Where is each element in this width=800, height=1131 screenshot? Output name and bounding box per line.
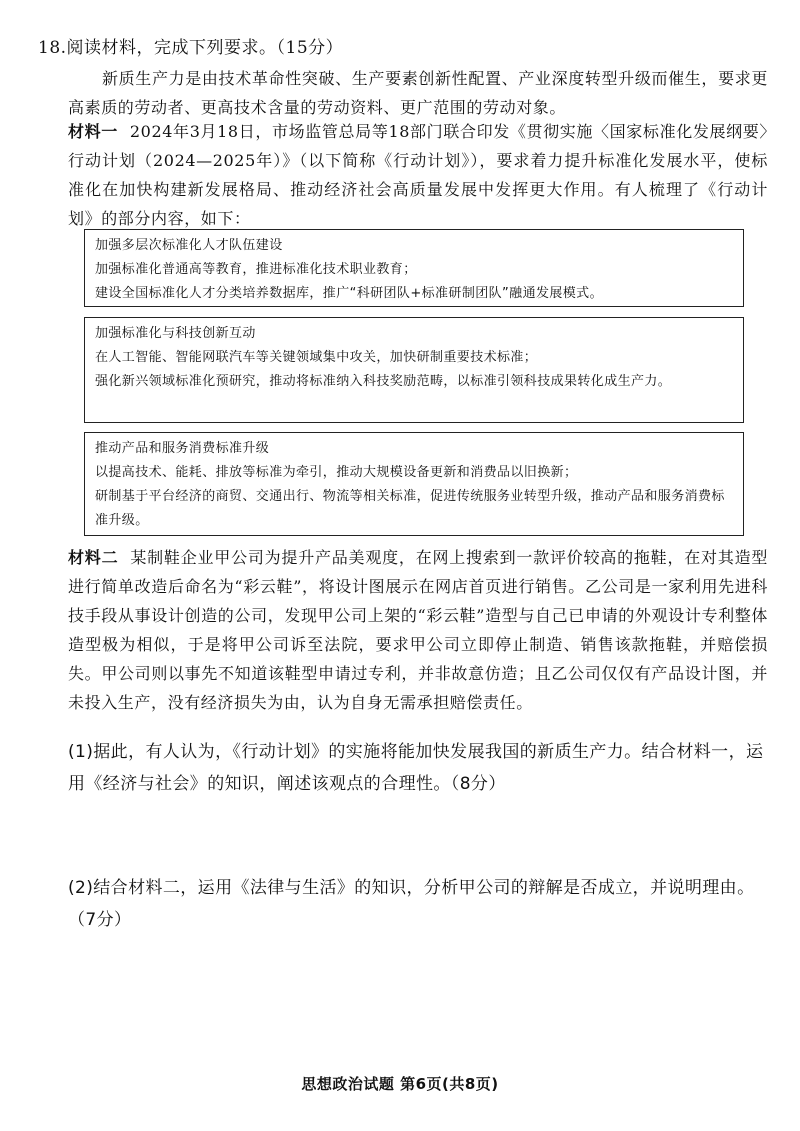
box-line: 研制基于平台经济的商贸、交通出行、物流等相关标准，促进传统服务业转型升级，推动产品和服务消费标准升级。 <box>95 489 725 528</box>
box-heading: 加强标准化与科技创新互动 <box>95 326 256 341</box>
question-title: 18.阅读材料，完成下列要求。（15分） <box>38 38 344 58</box>
question-intro: 新质生产力是由技术革命性突破、生产要素创新性配置、产业深度转型升级而催生，要求更高素质的劳动者、更高技术含量的劳动资料、更广范围的劳动对象。 <box>68 69 768 117</box>
material-one-label: 材料一 <box>68 122 118 141</box>
material-two-text: 某制鞋企业甲公司为提升产品美观度，在网上搜索到一款评价较高的拖鞋，在对其造型进行简单改造后命名为“彩云鞋”，将设计图展示在网店首页进行销售。乙公司是一家利用先进科技手段从事设计创造的公司，发现甲公司上架的“彩云鞋”造型与自己已申请的外观设计专利整体造型极为相似，于是将甲公司诉至法院，要求甲公司立即停止制造、销售该款拖鞋，并赔偿损失。甲公司则以事先不知道该鞋型申请过专利，并非故意仿造；且乙公司仅仅有产品设计图，并未投入生产，没有经济损失为由，认为自身无需承担赔偿责任。 <box>68 548 768 712</box>
box-heading: 加强多层次标准化人才队伍建设 <box>95 238 283 253</box>
box-line: 强化新兴领域标准化预研究，推动将标准纳入科技奖励范畴，以标准引领科技成果转化成生产力。 <box>95 374 672 389</box>
plan-box-consumption <box>84 432 744 536</box>
sub-question-1: (1)据此，有人认为，《行动计划》的实施将能加快发展我国的新质生产力。结合材料一，运用《经济与社会》的知识，阐述该观点的合理性。（8分） <box>68 742 764 794</box>
box-heading: 推动产品和服务消费标准升级 <box>95 441 270 456</box>
plan-box-innovation <box>84 317 744 423</box>
page-footer: 思想政治试题 第6页(共8页) <box>301 1075 499 1093</box>
material-one-paragraph <box>68 117 768 233</box>
box-line: 加强标准化普通高等教育，推进标准化技术职业教育； <box>95 262 417 277</box>
box-line: 建设全国标准化人才分类培养数据库，推广“科研团队+标准研制团队”融通发展模式。 <box>95 286 603 301</box>
material-two-paragraph <box>68 543 768 717</box>
plan-box-talent <box>84 229 744 307</box>
material-one-text: 2024年3月18日，市场监管总局等18部门联合印发《贯彻实施〈国家标准化发展纲要〉行动计划（2024—2025年）》（以下简称《行动计划》），要求着力提升标准化发展水平，使标准化在加快构建新发展格局、推动经济社会高质量发展中发挥更大作用。有人梳理了《行动计划》的部分内容，如下： <box>68 122 768 228</box>
material-two-label: 材料二 <box>68 548 119 567</box>
sub-question-2: (2)结合材料二，运用《法律与生活》的知识，分析甲公司的辩解是否成立，并说明理由。（7分） <box>68 878 755 930</box>
box-line: 在人工智能、智能网联汽车等关键领域集中攻关，加快研制重要技术标准； <box>95 350 538 365</box>
box-line: 以提高技术、能耗、排放等标准为牵引，推动大规模设备更新和消费品以旧换新； <box>95 465 578 480</box>
